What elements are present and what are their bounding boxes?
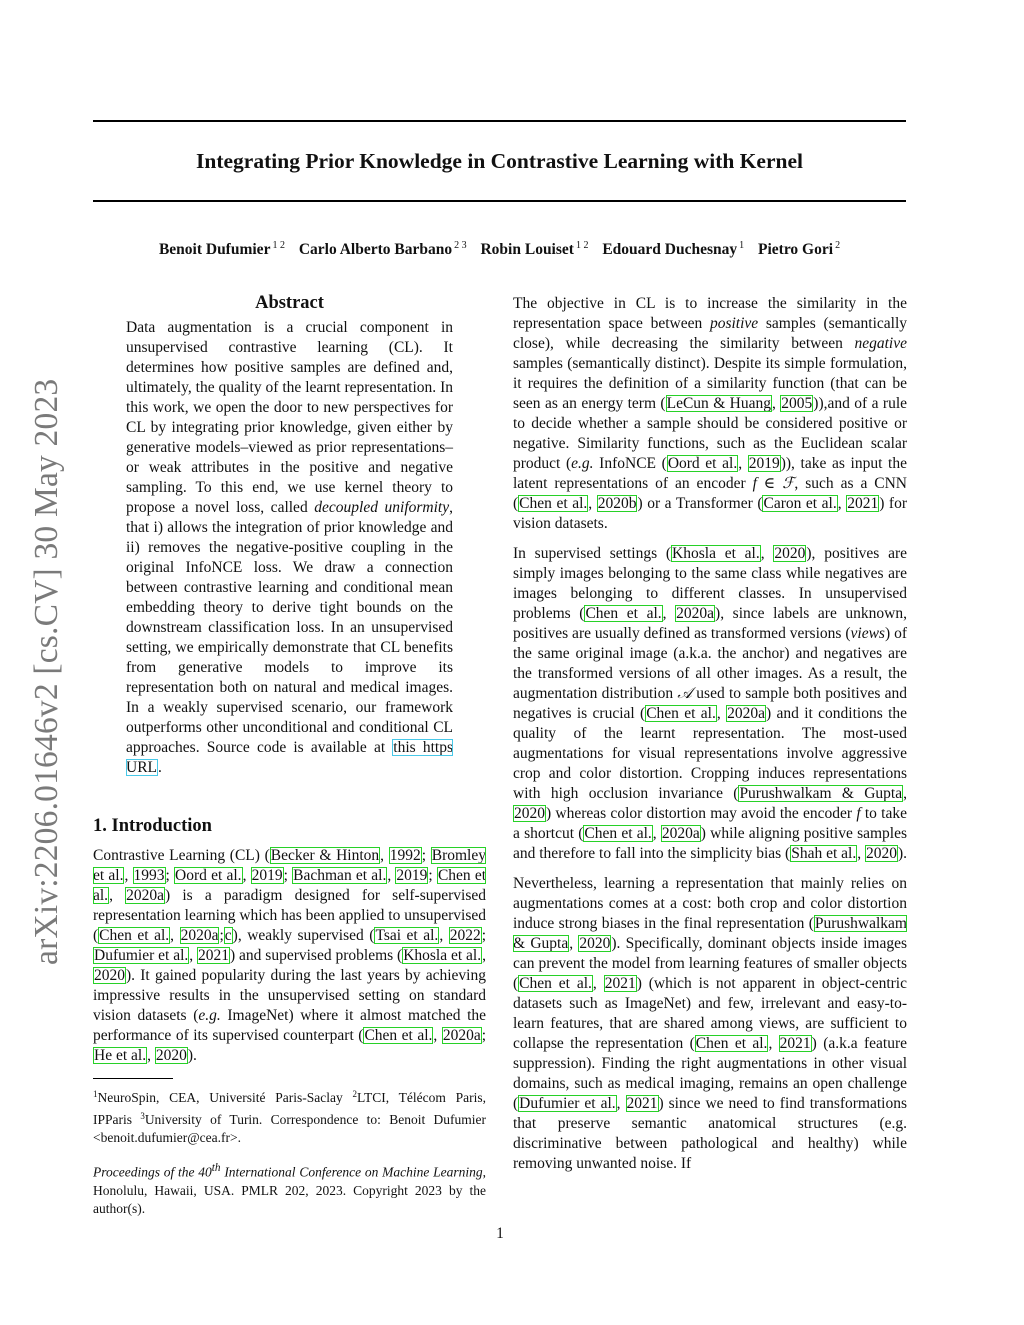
citation-link[interactable]: Dufumier et al.: [94, 947, 189, 964]
citation-link[interactable]: Chen et al.: [695, 1035, 768, 1052]
author: Carlo Alberto Barbano $^{2 3}$: [298, 240, 467, 258]
citation-link[interactable]: 2020b: [597, 495, 637, 512]
arxiv-identifier-stamp: [28, 378, 65, 966]
abstract-text: Data augmentation is a crucial component in unsupervised contrastive learning (CL). It determines how positive samples are defined and, ultimately, the quality of the learnt representation. In this work, we open the door to new perspectives for CL by integrating prior knowledge, given either by generative models–viewed as prior representations– or weak attributes in the positive and negative sampling. To this end, we use kernel theory to propose a novel loss, called decoupled uniformity, that i) allows the integration of prior knowledge and ii) removes the negative-positive coupling in the original InfoNCE loss. We draw a connection between contrastive learning and conditional mean embedding theory to derive tight bounds on the downstream classification loss. In an unsupervised setting, we empirically demonstrate that CL benefits from generative models to improve its representation both on natural and medical images. In a weakly supervised scenario, our framework outperforms other unconditional and conditional CL approaches. Source code is available at this https URL.: [126, 319, 453, 776]
citation-link[interactable]: 1992: [389, 847, 421, 864]
citation-link[interactable]: Bachman et al.: [293, 867, 387, 884]
source-code-link[interactable]: this https URL: [126, 739, 453, 776]
title-top-rule: [93, 120, 906, 122]
citation-link[interactable]: Bromley et al.: [93, 847, 486, 884]
footnote-rule: [93, 1078, 173, 1079]
citation-link[interactable]: 2020a: [727, 705, 765, 722]
citation-link[interactable]: Oord et al.: [175, 867, 242, 884]
citation-link[interactable]: 2020a: [126, 887, 165, 904]
author-list: [93, 236, 906, 260]
citation-link[interactable]: Chen et al.: [519, 495, 588, 512]
author: Edouard Duchesnay $^1$: [602, 240, 745, 258]
introduction-heading: 1. Introduction: [93, 816, 212, 836]
citation-link[interactable]: Chen et al.: [585, 605, 662, 622]
citation-link[interactable]: Dufumier et al.: [519, 1095, 616, 1112]
citation-link[interactable]: 2020: [155, 1047, 187, 1064]
citation-link[interactable]: Tsai et al.: [375, 927, 439, 944]
citation-link[interactable]: Purushwalkam & Gupta: [739, 785, 903, 802]
citation-link[interactable]: 2019: [748, 455, 780, 472]
citation-link[interactable]: 2020a: [676, 605, 715, 622]
citation-link[interactable]: Caron et al.: [763, 495, 837, 512]
citation-link[interactable]: Shah et al.: [791, 845, 857, 862]
citation-link[interactable]: 2020: [514, 805, 545, 822]
citation-link[interactable]: Chen et al.: [99, 927, 170, 944]
citation-link[interactable]: LeCun & Huang: [666, 395, 771, 412]
citation-link[interactable]: Becker & Hinton: [270, 847, 380, 864]
author: Robin Louiset $^{1 2}$: [480, 240, 589, 258]
citation-link[interactable]: 2021: [779, 1035, 811, 1052]
citation-link[interactable]: 2019: [396, 867, 428, 884]
page-number: 1: [496, 1225, 504, 1242]
citation-link[interactable]: Chen et al.: [646, 705, 716, 722]
body-paragraph: The objective in CL is to increase the similarity in the representation space between positive samples (semantically close), while decreasing the similarity between negative samples (semantically distinct). Despite its simple formulation, it requires the definition of a similarity function (that can be seen as an energy term (LeCun & Huang, 2005)),and of a rule to decide whether a sample should be considered positive or negative. Similarity functions, such as the Euclidean scalar product (e.g. InfoNCE (Oord et al., 2019)), take as input the latent representations of an encoder f ∈ ℱ, such as a CNN (Chen et al., 2020b) or a Transformer (Caron et al., 2021) for vision datasets.: [513, 295, 908, 532]
arxiv-id-text: arXiv:2206.01646v2 [cs.CV] 30 May 2023: [28, 378, 65, 965]
citation-link[interactable]: 2020a: [442, 1027, 481, 1044]
citation-link[interactable]: 2020: [94, 967, 125, 984]
citation-link[interactable]: 2021: [847, 495, 879, 512]
body-paragraph: Nevertheless, learning a representation that mainly relies on augmentations comes at a cost: both crop and color distortion induce strong biases in the final representation (Purushwalkam & Gupta, 2020). Specifically, dominant objects inside images can prevent the model from learning features of smaller objects (Chen et al., 2021) (which is not apparent in object-centric datasets such as ImageNet) and few, irrelevant and easy-to-learn features, that are shared among views, are sufficient to collapse the representation (Chen et al., 2021) (a.k.a feature suppression). Finding the right augmentations in other visual domains, such as medical imaging, remains an open challenge (Dufumier et al., 2021) since we need to find transformations that preserve semantic anatomical structures (e.g. discriminative between pathological and healthy) while removing unwanted noise. If: [513, 875, 908, 1172]
citation-link[interactable]: 2020: [865, 845, 897, 862]
citation-link[interactable]: 2020: [579, 935, 611, 952]
body-paragraph: In supervised settings (Khosla et al., 2020), positives are simply images belonging to the same class while negatives are images belonging to different classes. In unsupervised problems (Chen et al., 2020a), since labels are unknown, positives are usually defined as transformed versions (views) of the same original image (a.k.a. the anchor) and negatives are the transformed versions of all other images. As a result, the augmentation distribution 𝒜 used to sample both positives and negatives is crucial (Chen et al., 2020a) and it conditions the quality of the learnt representation. The most-used augmentations for visual representations involve aggressive crop and color distortion. Cropping induces representations with high occlusion invariance (Purushwalkam & Gupta, 2020) whereas color distortion may avoid the encoder f to take a shortcut (Chen et al., 2020a) while aligning positive samples and therefore to fall into the simplicity bias (Shah et al., 2020).: [513, 545, 908, 862]
paper-title: Integrating Prior Knowledge in Contrastive Learning with Kernel: [196, 149, 803, 173]
citation-link[interactable]: 2022: [449, 927, 481, 944]
left-column: [93, 290, 486, 1218]
citation-link[interactable]: Khosla et al.: [672, 545, 760, 562]
citation-link[interactable]: 2021: [198, 947, 230, 964]
citation-link[interactable]: Chen et al.: [519, 975, 592, 992]
title-bottom-rule: [93, 200, 906, 202]
citation-link[interactable]: 2021: [626, 1095, 658, 1112]
author: Pietro Gori $^2$: [758, 240, 841, 258]
citation-link[interactable]: Chen et al.: [364, 1027, 433, 1044]
abstract-heading: Abstract: [255, 293, 324, 313]
citation-link[interactable]: Chen et al.: [584, 825, 652, 842]
citation-link[interactable]: 1993: [133, 867, 165, 884]
citation-link[interactable]: 2020a: [661, 825, 700, 842]
affiliation-footnote: $^1$NeuroSpin, CEA, Université Paris-Saclay $^2$LTCI, Télécom Paris, IPParis $^3$University of Turin. Correspondence to: Benoit Dufumier <benoit.dufumier@cea.fr>.: [93, 1089, 486, 1145]
citation-link[interactable]: 2019: [251, 867, 283, 884]
author: Benoit Dufumier $^{1 2}$: [158, 240, 285, 258]
right-column: [513, 294, 907, 1174]
citation-link[interactable]: He et al.: [94, 1047, 147, 1064]
citation-link[interactable]: Oord et al.: [667, 455, 738, 472]
citation-link[interactable]: 2021: [604, 975, 636, 992]
citation-link[interactable]: c: [224, 927, 232, 944]
citation-link[interactable]: Chen et al.: [93, 867, 487, 904]
citation-link[interactable]: 2020a: [180, 927, 219, 944]
proceedings-note: Proceedings of the 40th International Conference on Machine Learning, Honolulu, Hawaii, USA. PMLR 202, 2023. Copyright 2023 by the author(s).: [93, 1162, 486, 1216]
citation-link[interactable]: Purushwalkam & Gupta: [513, 915, 907, 952]
citation-link[interactable]: 2005: [781, 395, 813, 412]
intro-paragraph: Contrastive Learning (CL) (Becker & Hinton, 1992; Bromley et al., 1993; Oord et al., 2019; Bachman et al., 2019; Chen et al., 2020a) is a paradigm designed for self-supervised representation learning which has been applied to unsupervised (Chen et al., 2020a;c), weakly supervised (Tsai et al., 2022; Dufumier et al., 2021) and supervised problems (Khosla et al., 2020). It gained popularity during the last years by achieving impressive results in the unsupervised setting on standard vision datasets (e.g. ImageNet) where it almost matched the performance of its supervised counterpart (Chen et al., 2020a; He et al., 2020).: [93, 847, 487, 1064]
citation-link[interactable]: 2020: [774, 545, 806, 562]
citation-link[interactable]: Khosla et al.: [403, 947, 482, 964]
